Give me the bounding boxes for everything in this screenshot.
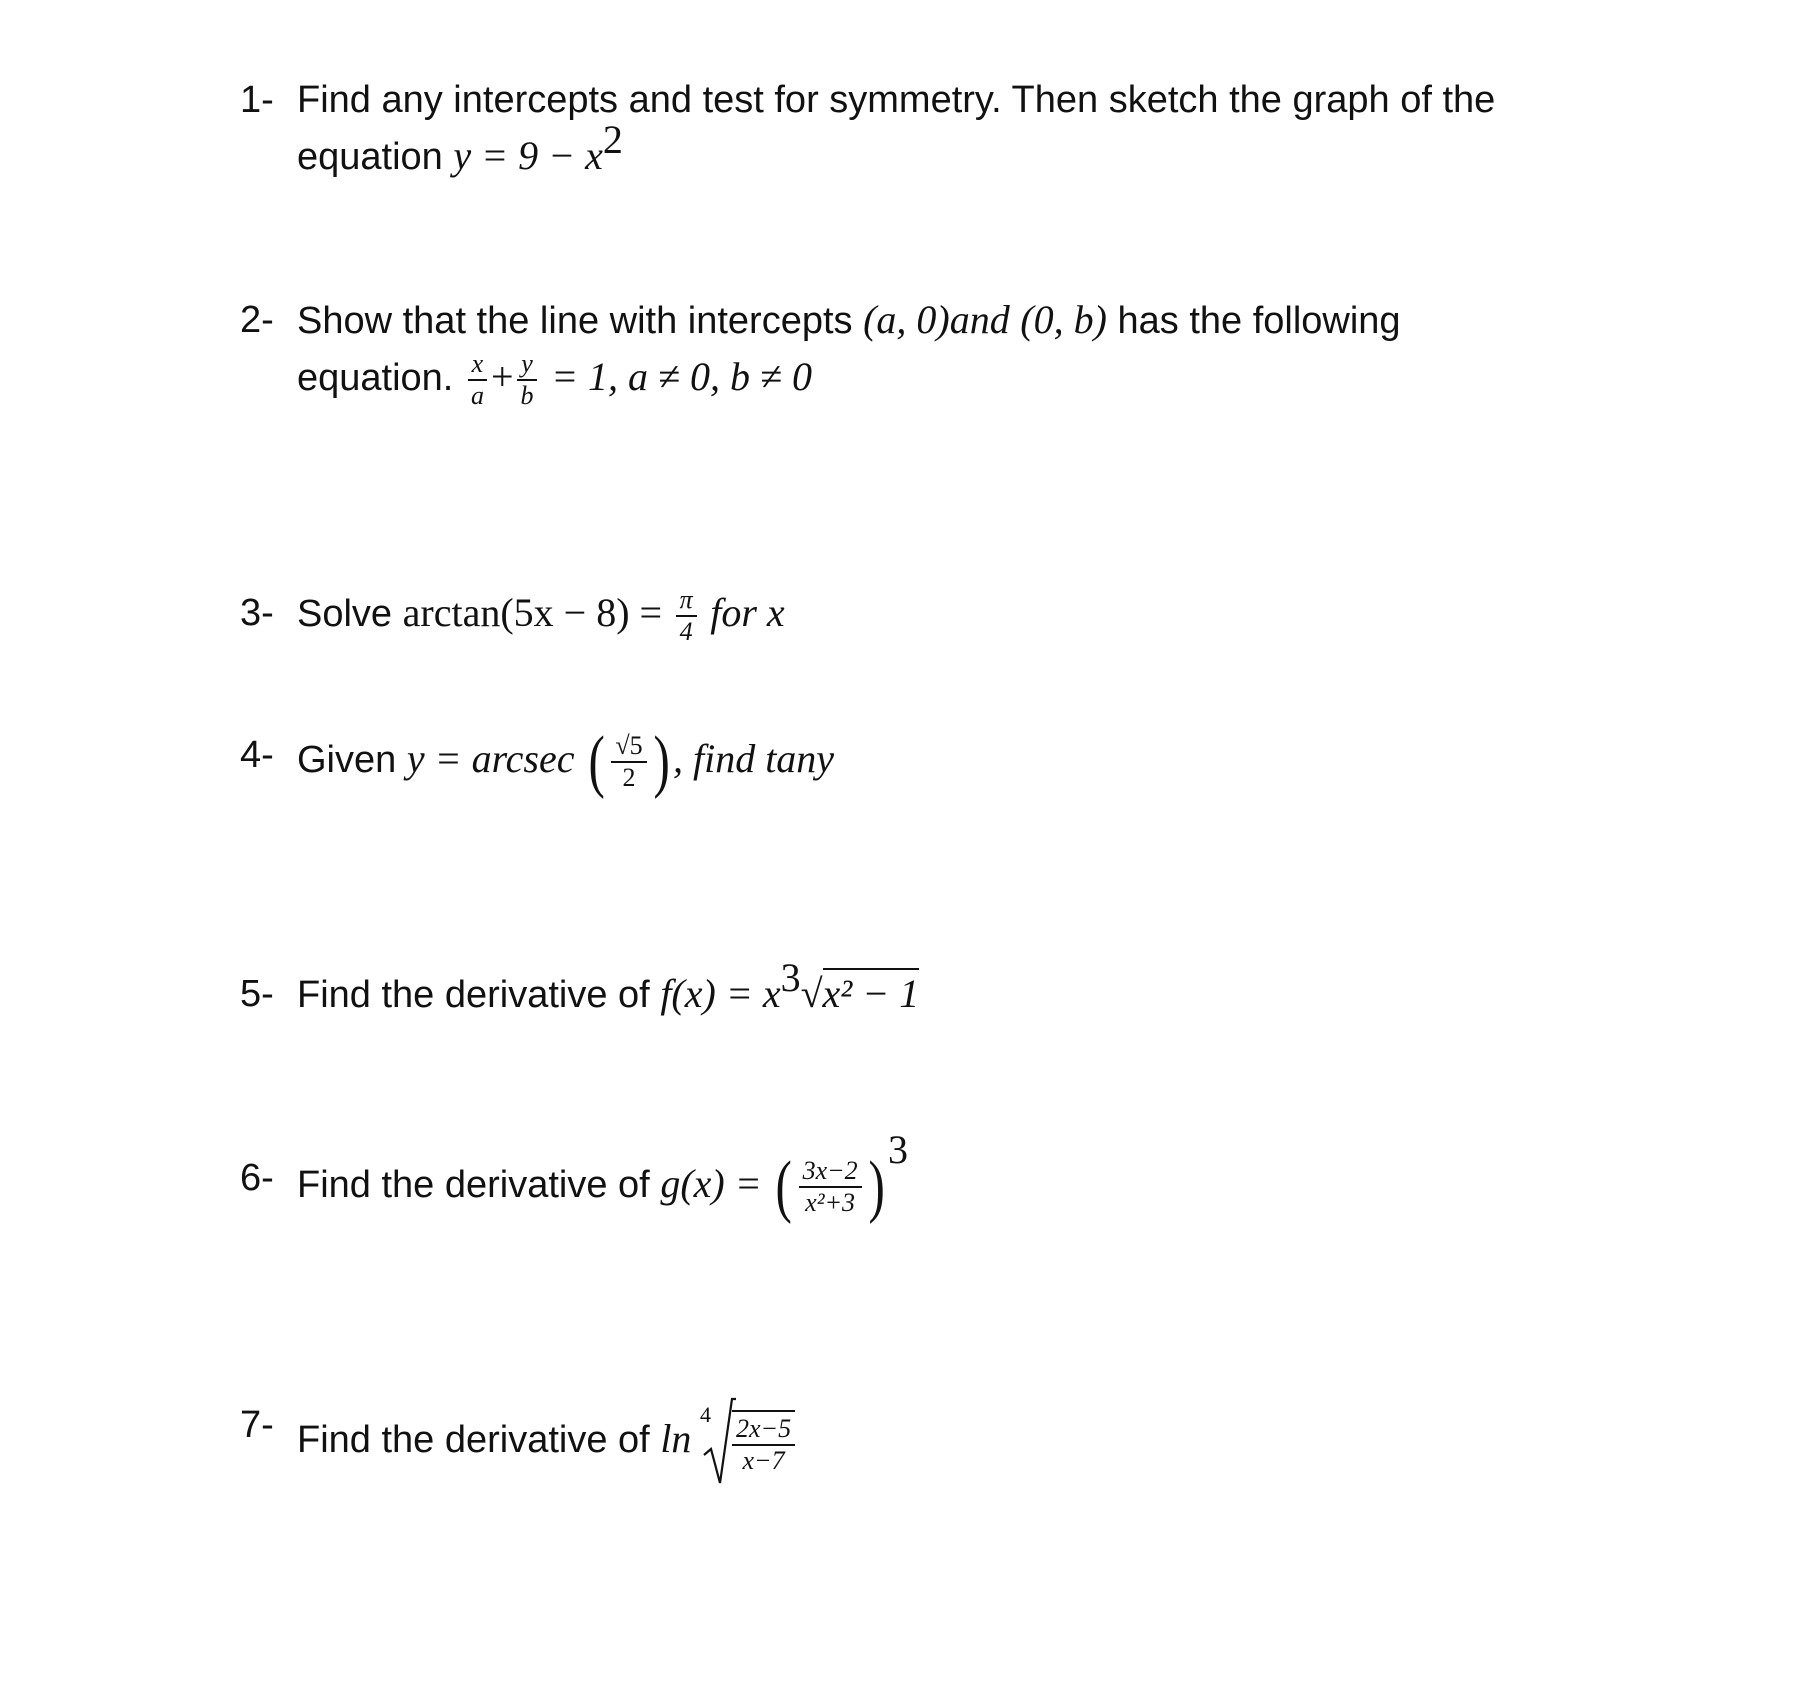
fraction-x-over-a	[467, 348, 488, 410]
problem-number: 2-	[240, 299, 274, 341]
exponent: 3	[780, 955, 801, 1000]
problem-body	[297, 1127, 908, 1225]
fraction-2x-5-over-x-7	[732, 1410, 795, 1474]
problem-number: 6-	[240, 1157, 274, 1199]
exponent: 2	[602, 117, 623, 162]
intercept-b: (0, b)	[1020, 297, 1107, 342]
denominator: x−7	[742, 1446, 785, 1475]
problem-body	[297, 72, 1495, 185]
equation-label: equation.	[297, 357, 454, 399]
equation-math: y = 9 − x	[453, 133, 603, 178]
equation-math: y = arcsec	[406, 736, 575, 782]
equation-math: f(x) = x	[660, 971, 781, 1016]
fraction-y-over-b	[517, 348, 538, 410]
problem-body	[297, 1397, 798, 1487]
problem-number: 7-	[240, 1404, 274, 1446]
problem-text: Find the derivative of	[297, 974, 650, 1016]
left-paren-icon: (	[775, 1147, 793, 1225]
fourth-root	[702, 1397, 798, 1487]
denominator: 2	[622, 763, 636, 792]
problem-text: Find any intercepts and test for symmetry. Then sketch the graph of the	[297, 79, 1496, 121]
plus-sign: +	[490, 354, 514, 399]
numerator: 2x−5	[732, 1416, 795, 1446]
problem-body	[297, 585, 785, 645]
problem-text: Find the derivative of	[297, 1164, 650, 1206]
problem-body	[297, 955, 920, 1023]
problem-text-line2	[297, 117, 1495, 185]
radicand: x² − 1	[823, 968, 920, 1016]
equation-tail: for x	[710, 590, 785, 635]
equation-rest: = 1, a ≠ 0, b ≠ 0	[551, 354, 812, 399]
fraction-pi-over-4	[676, 584, 697, 646]
numerator: y	[517, 351, 537, 381]
denominator: a	[470, 380, 484, 410]
numerator: 3x−2	[799, 1158, 862, 1188]
fraction-sqrt5-over-2	[611, 733, 646, 791]
equation-tail: , find tany	[672, 736, 835, 782]
and-word: and	[949, 297, 1010, 342]
left-paren-icon: (	[588, 723, 605, 800]
root-index: 4	[700, 1402, 711, 1427]
numerator: √5	[611, 733, 646, 763]
numerator: x	[468, 351, 488, 381]
fraction-3x-2-over-x2-3	[799, 1155, 862, 1217]
equation-math: g(x) =	[660, 1161, 762, 1206]
equation-math: arctan(5x − 8) =	[402, 590, 663, 635]
right-paren-icon: )	[868, 1147, 885, 1225]
problem-number: 1-	[240, 79, 274, 121]
exponent: 3	[887, 1127, 908, 1172]
denominator: 4	[679, 616, 693, 646]
problem-number: 3-	[240, 592, 274, 634]
problem-text: Given	[297, 739, 397, 782]
equation-math: ln	[660, 1416, 692, 1462]
problem-number: 5-	[240, 973, 274, 1015]
problem-text-end: has the following	[1117, 300, 1401, 342]
problem-body	[297, 292, 1401, 409]
problem-number: 4-	[240, 734, 274, 776]
numerator: π	[676, 587, 697, 617]
problem-text: Solve	[297, 593, 393, 635]
problem-text: Find the derivative of	[297, 1419, 650, 1462]
denominator: x²+3	[805, 1187, 856, 1217]
equation-label: equation	[297, 136, 443, 178]
problem-body	[297, 723, 835, 800]
intercept-a: (a, 0)	[863, 297, 950, 342]
problem-text-line2	[297, 349, 1401, 409]
right-paren-icon: )	[653, 723, 670, 800]
problem-text: Show that the line with intercepts	[297, 300, 853, 342]
radical-icon: √	[800, 971, 823, 1016]
denominator: b	[520, 380, 534, 410]
